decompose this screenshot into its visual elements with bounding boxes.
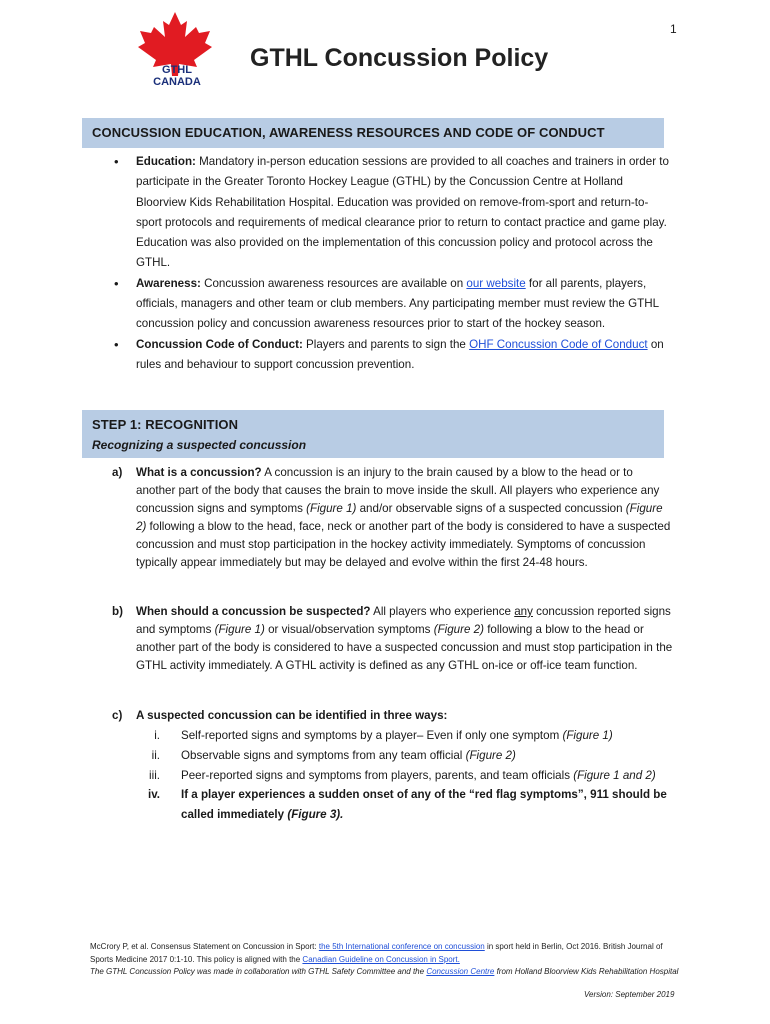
item-text: following a blow to the head, face, neck or another part of the body is considered to have a suspected concussion and must stop participation in the hockey activity immediately. Symptoms of concussion typically appear immediately but may be delayed and evolve within the first 24-48 hours. bbox=[136, 519, 671, 569]
list-item-red-flag bbox=[136, 785, 672, 825]
section-subheading: Recognizing a suspected concussion bbox=[92, 438, 307, 452]
item-marker: a) bbox=[112, 466, 123, 479]
item-label: A suspected concussion can be identified in three ways: bbox=[136, 709, 448, 722]
item-text: and/or observable signs of a suspected concussion bbox=[356, 501, 626, 515]
footnote-text: from Holland Bloorview Kids Rehabilitation Hospital bbox=[494, 967, 679, 976]
way-text: Peer-reported signs and symptoms from players, parents, and team officials bbox=[181, 768, 574, 782]
bullet-text: Players and parents to sign the bbox=[302, 337, 470, 351]
red-flag-text: If a player experiences a sudden onset of any of the “red flag symptoms”, 911 should be called immediately bbox=[181, 788, 667, 822]
bullet-label: Education: bbox=[136, 155, 196, 168]
list-item-awareness bbox=[112, 274, 672, 335]
version-label: Version: September 2019 bbox=[584, 990, 675, 999]
roman-numeral: iii. bbox=[149, 768, 160, 782]
emphasis-any: any bbox=[514, 605, 533, 618]
figure-ref: (Figure 2) bbox=[136, 501, 663, 533]
item-label: When should a concussion be suspected? bbox=[136, 605, 371, 618]
item-text: following a blow to the head or another part of the body is considered to have a suspected concussion and must stop participation in the GTHL activity immediately. A GTHL activity is defined as any GTHL on-ice or off-ice team function. bbox=[136, 622, 673, 672]
section-header-education bbox=[82, 118, 664, 148]
item-text: All players who experience bbox=[370, 605, 515, 618]
item-label: What is a concussion? bbox=[136, 466, 262, 479]
ohf-code-of-conduct-link[interactable]: OHF Concussion Code of Conduct bbox=[469, 337, 648, 351]
item-three-ways bbox=[112, 707, 674, 725]
bullet-text: Concussion awareness resources are available on bbox=[200, 276, 467, 290]
our-website-link[interactable]: our website bbox=[466, 276, 526, 290]
figure-ref: (Figure 1) bbox=[306, 501, 357, 515]
education-bullet-list bbox=[112, 152, 672, 375]
logo-text-gthl: GTHL bbox=[162, 64, 192, 76]
list-item-education bbox=[112, 152, 672, 274]
bullet-text: Mandatory in-person education sessions are provided to all coaches and trainers in order to participate in the Greater Toronto Hockey League (GTHL) by the Concussion Centre at Holland Bloorview Kids Rehabilitation Hospital. Education was provided on remove-from-sport and return-to-sport protocols and requirements of medical clearance prior to return to contact practice and game play. Education was also provided on the implementation of this concussion policy and protocol across the GTHL. bbox=[136, 155, 669, 270]
footnote-text: in sport held in Berlin, Oct 2016. British Journal of Sports Medicine 2017 0:1-10. This policy is aligned with the bbox=[90, 942, 663, 964]
page-title: GTHL Concussion Policy bbox=[250, 44, 549, 72]
list-item bbox=[136, 746, 672, 766]
roman-numeral: ii. bbox=[151, 748, 160, 762]
section-heading: CONCUSSION EDUCATION, AWARENESS RESOURCES AND CODE OF CONDUCT bbox=[92, 125, 605, 140]
roman-numeral: i. bbox=[154, 729, 160, 742]
concussion-centre-link[interactable]: Concussion Centre bbox=[426, 967, 495, 976]
figure-ref: (Figure 1 and 2) bbox=[573, 768, 656, 782]
item-what-is-concussion bbox=[112, 464, 674, 571]
figure-ref: (Figure 2) bbox=[465, 748, 516, 762]
section-header-recognition bbox=[82, 410, 664, 458]
bullet-text: on rules and behaviour to support concussion prevention. bbox=[136, 337, 664, 371]
item-text: or visual/observation symptoms bbox=[264, 622, 434, 636]
figure-ref: (Figure 3). bbox=[287, 808, 344, 822]
bullet-label: Awareness: bbox=[136, 276, 201, 290]
maple-leaf-icon bbox=[134, 10, 216, 88]
figure-ref: (Figure 1) bbox=[562, 729, 613, 742]
logo-text-canada: CANADA bbox=[153, 76, 201, 88]
roman-numeral: iv. bbox=[147, 788, 160, 802]
list-item bbox=[136, 766, 672, 786]
footnote-text: The GTHL Concussion Policy was made in collaboration with GTHL Safety Committee and the bbox=[90, 967, 427, 976]
way-text: Observable signs and symptoms from any team official bbox=[181, 748, 466, 762]
item-marker: b) bbox=[112, 605, 123, 618]
figure-ref: (Figure 1) bbox=[214, 622, 265, 636]
bullet-text: for all parents, players, officials, managers and other team or club members. Any participating member must review the GTHL concussion policy and concussion awareness resources prior to start of the hockey season. bbox=[136, 276, 659, 331]
item-when-suspected bbox=[112, 603, 674, 675]
item-text: concussion reported signs and symptoms bbox=[136, 605, 671, 636]
figure-ref: (Figure 2) bbox=[433, 622, 484, 636]
gthl-canada-logo bbox=[134, 10, 216, 88]
bullet-label: Concussion Code of Conduct: bbox=[136, 337, 303, 351]
list-item bbox=[136, 726, 672, 746]
section-heading: STEP 1: RECOGNITION bbox=[92, 417, 239, 432]
item-text: A concussion is an injury to the brain caused by a blow to the head or to another part of the body that causes the brain to move inside the skull. All players who experience any concussion signs and symptoms bbox=[136, 466, 660, 515]
list-item-code-of-conduct bbox=[112, 335, 672, 376]
page-number: 1 bbox=[670, 22, 677, 36]
footnote bbox=[90, 941, 680, 979]
identification-ways-list bbox=[136, 726, 672, 825]
canadian-guideline-link[interactable]: Canadian Guideline on Concussion in Sport. bbox=[302, 954, 460, 964]
way-text: Self-reported signs and symptoms by a player– Even if only one symptom bbox=[181, 729, 563, 742]
footnote-text: McCrory P, et al. Consensus Statement on Concussion in Sport: bbox=[90, 942, 319, 951]
item-marker: c) bbox=[112, 709, 123, 722]
consensus-conference-link[interactable]: the 5th International conference on concussion bbox=[318, 942, 485, 951]
